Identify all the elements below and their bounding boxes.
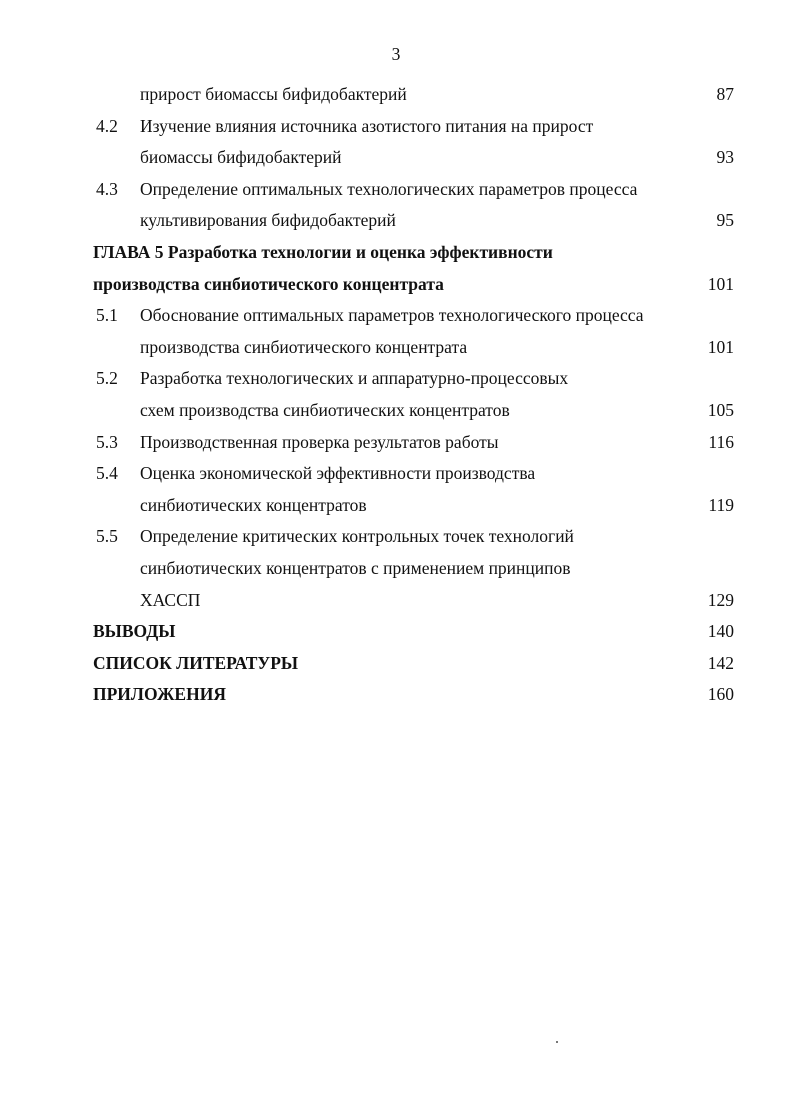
toc-line [0, 366, 792, 390]
entry-title: Обоснование оптимальных параметров технологического процесса [140, 305, 644, 326]
toc-line [0, 82, 792, 106]
toc-line [0, 651, 792, 675]
toc-line [0, 303, 792, 327]
page-reference: 101 [707, 273, 734, 294]
entry-title: культивирования бифидобактерий [140, 210, 396, 231]
entry-title: ВЫВОДЫ [93, 621, 176, 642]
scan-speck [556, 1041, 558, 1043]
page-reference: 95 [716, 210, 734, 231]
page-reference: 160 [707, 684, 734, 705]
section-number: 5.3 [96, 431, 118, 452]
section-number: 5.4 [96, 463, 118, 484]
page-reference: 93 [716, 147, 734, 168]
entry-title: Определение критических контрольных точек технологий [140, 526, 574, 547]
section-number: 5.2 [96, 368, 118, 389]
entry-title: Производственная проверка результатов работы [140, 431, 499, 452]
page-reference: 140 [707, 621, 734, 642]
entry-title: синбиотических концентратов с применением принципов [140, 558, 571, 578]
page-reference: 101 [707, 336, 734, 357]
toc-line [0, 682, 792, 706]
entry-title: ПРИЛОЖЕНИЯ [93, 684, 226, 705]
toc-line [0, 556, 792, 580]
toc-line [0, 208, 792, 232]
toc-line [0, 240, 792, 264]
entry-title: Оценка экономической эффективности производства [140, 463, 536, 484]
toc-line [0, 177, 792, 201]
toc-line [0, 619, 792, 643]
toc-line [0, 524, 792, 548]
entry-title: прирост биомассы бифидобактерий [140, 84, 407, 104]
entry-title: производства синбиотического концентрата [93, 273, 444, 294]
page-reference: 116 [708, 431, 734, 452]
entry-title: Изучение влияния источника азотистого питания на прирост [140, 115, 594, 136]
page-reference: 105 [707, 400, 734, 420]
toc-line [0, 145, 792, 169]
section-number: 4.2 [96, 115, 118, 136]
page-reference: 142 [707, 652, 734, 673]
toc-line [0, 461, 792, 485]
entry-title: синбиотических концентратов [140, 494, 367, 515]
section-number: 4.3 [96, 178, 118, 199]
section-number: 5.5 [96, 526, 118, 547]
entry-title: ГЛАВА 5 Разработка технологии и оценка эффективности [93, 242, 553, 262]
entry-title: Определение оптимальных технологических параметров процесса [140, 178, 638, 199]
entry-title: схем производства синбиотических концентратов [140, 400, 510, 420]
toc-line [0, 588, 792, 612]
page-reference: 119 [708, 494, 734, 515]
toc-line [0, 114, 792, 138]
toc-line [0, 398, 792, 422]
toc-line [0, 430, 792, 454]
toc-line [0, 272, 792, 296]
section-number: 5.1 [96, 305, 118, 326]
page-reference: 87 [716, 84, 734, 104]
entry-title: Разработка технологических и аппаратурно-процессовых [140, 368, 569, 389]
entry-title: ХАССП [140, 589, 201, 610]
entry-title: СПИСОК ЛИТЕРАТУРЫ [93, 652, 299, 673]
page-reference: 129 [707, 589, 734, 610]
toc-line [0, 493, 792, 517]
page-number: 3 [391, 44, 401, 64]
entry-title: биомассы бифидобактерий [140, 147, 342, 168]
entry-title: производства синбиотического концентрата [140, 336, 468, 357]
toc-line [0, 335, 792, 359]
